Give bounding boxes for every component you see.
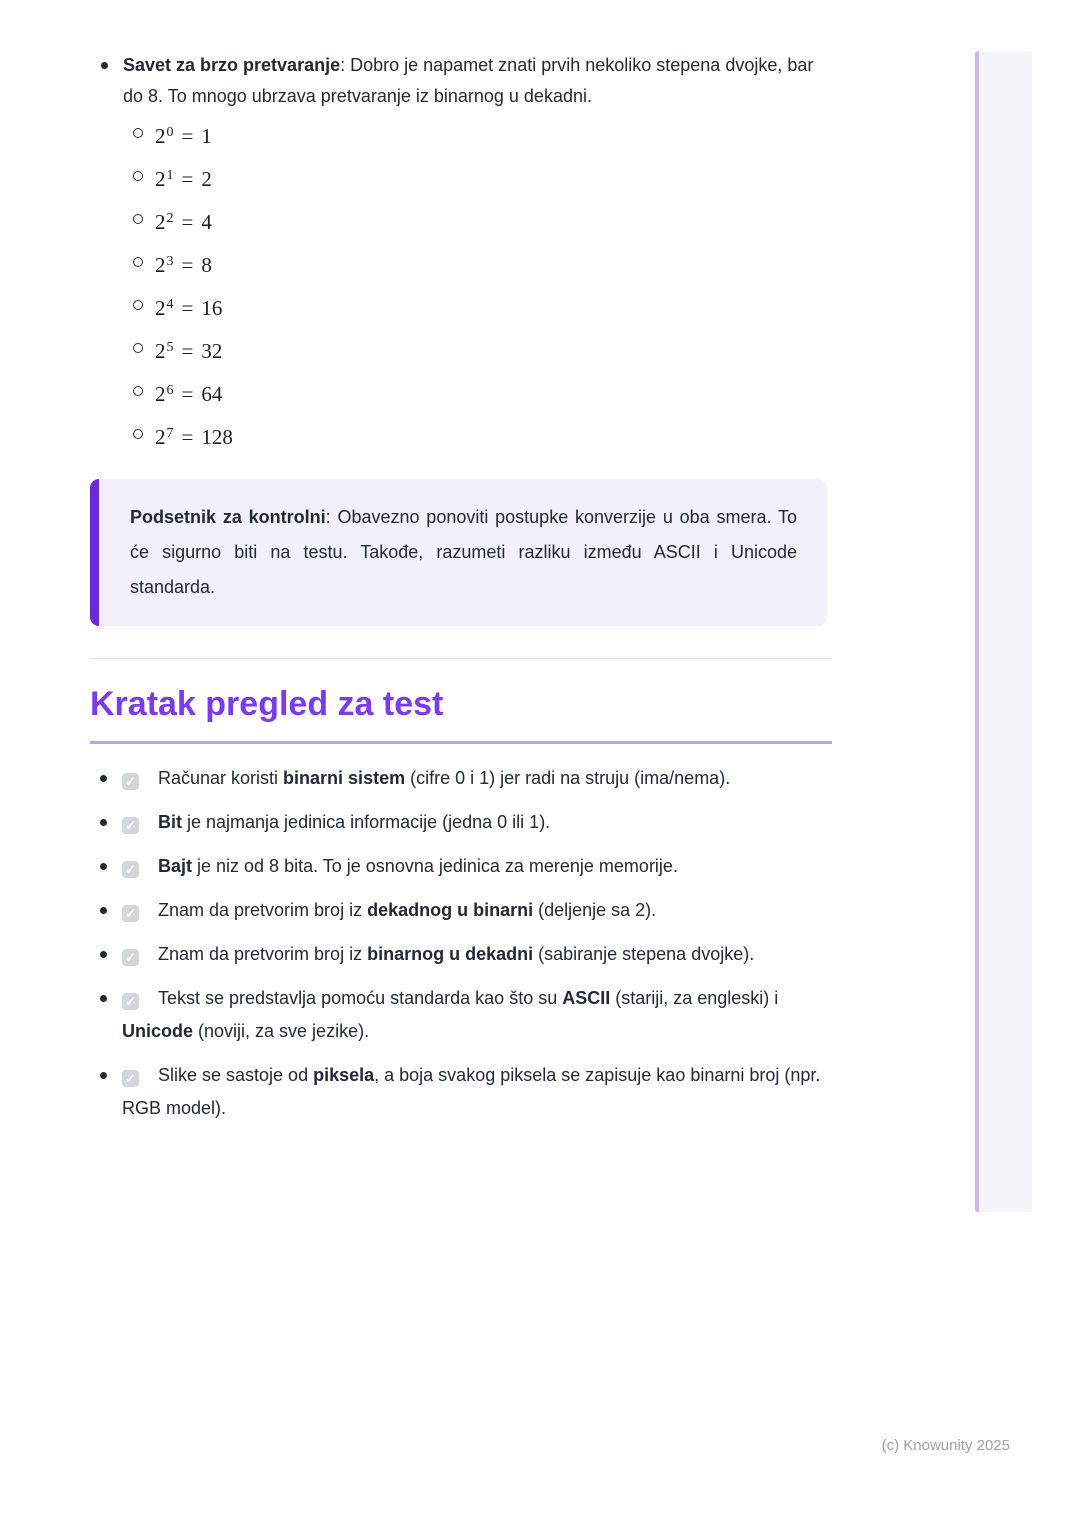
math-expression bbox=[155, 382, 222, 406]
tip-list bbox=[90, 50, 832, 449]
section-heading: Kratak pregled za test bbox=[90, 683, 832, 744]
checkbox-checked-icon bbox=[122, 949, 139, 966]
math-exponent: 0 bbox=[166, 125, 174, 140]
copyright-footer: (c) Knowunity 2025 bbox=[881, 1437, 1010, 1454]
math-value: 1 bbox=[201, 124, 212, 148]
power-of-two-item bbox=[123, 247, 832, 277]
power-of-two-item bbox=[123, 333, 832, 363]
power-of-two-item bbox=[123, 118, 832, 148]
checkmark-glyph: ✓ bbox=[125, 950, 136, 965]
checkmark-glyph: ✓ bbox=[125, 1071, 136, 1086]
power-of-two-item bbox=[123, 419, 832, 449]
math-expression bbox=[155, 296, 222, 320]
checkbox-checked-icon bbox=[122, 773, 139, 790]
checklist-item bbox=[90, 806, 832, 839]
math-expression bbox=[155, 253, 212, 277]
checklist-item bbox=[90, 982, 832, 1048]
tip-text: Savet za brzo pretvaranje: Dobro je napamet znati prvih nekoliko stepena dvojke, bar do 8. To mnogo ubrzava pretvaranje iz binarnog u dekadni. bbox=[123, 55, 814, 106]
checklist-item bbox=[90, 1059, 832, 1125]
math-value: 64 bbox=[201, 382, 223, 406]
math-base: 2 bbox=[155, 167, 166, 191]
checklist-item-text: Znam da pretvorim broj iz binarnog u dekadni (sabiranje stepena dvojke). bbox=[158, 944, 755, 964]
math-value: 16 bbox=[201, 296, 223, 320]
checklist-item-text: Računar koristi binarni sistem (cifre 0 i 1) jer radi na struju (ima/nema). bbox=[158, 768, 731, 788]
math-base: 2 bbox=[155, 124, 166, 148]
math-expression bbox=[155, 124, 212, 148]
math-exponent: 3 bbox=[166, 254, 174, 269]
checkmark-glyph: ✓ bbox=[125, 774, 136, 789]
math-exponent: 1 bbox=[166, 168, 174, 183]
page-content bbox=[90, 0, 832, 1136]
math-expression bbox=[155, 167, 212, 191]
next-page-edge bbox=[975, 51, 1032, 1212]
math-exponent: 4 bbox=[166, 297, 174, 312]
math-value: 128 bbox=[201, 425, 233, 449]
math-exponent: 2 bbox=[166, 211, 174, 226]
math-equals-sign: = bbox=[181, 425, 194, 449]
math-base: 2 bbox=[155, 296, 166, 320]
checklist-item-text: Bajt je niz od 8 bita. To je osnovna jedinica za merenje memorije. bbox=[158, 856, 678, 876]
checklist-item bbox=[90, 850, 832, 883]
checkbox-checked-icon bbox=[122, 993, 139, 1010]
math-exponent: 7 bbox=[166, 426, 174, 441]
math-expression bbox=[155, 210, 212, 234]
checklist-item-text: Znam da pretvorim broj iz dekadnog u binarni (deljenje sa 2). bbox=[158, 900, 657, 920]
math-expression bbox=[155, 339, 222, 363]
checklist-item bbox=[90, 938, 832, 971]
checklist-item-text: Bit je najmanja jedinica informacije (jedna 0 ili 1). bbox=[158, 812, 551, 832]
power-of-two-item bbox=[123, 161, 832, 191]
math-equals-sign: = bbox=[181, 382, 194, 406]
math-equals-sign: = bbox=[181, 124, 194, 148]
checkmark-glyph: ✓ bbox=[125, 862, 136, 877]
power-of-two-item bbox=[123, 290, 832, 320]
tip-item bbox=[90, 50, 832, 449]
reminder-callout bbox=[90, 479, 827, 626]
math-base: 2 bbox=[155, 425, 166, 449]
math-value: 32 bbox=[201, 339, 223, 363]
math-value: 2 bbox=[201, 167, 212, 191]
checkbox-checked-icon bbox=[122, 905, 139, 922]
powers-of-two-list bbox=[123, 118, 832, 449]
checkmark-glyph: ✓ bbox=[125, 994, 136, 1009]
checkmark-glyph: ✓ bbox=[125, 818, 136, 833]
checkbox-checked-icon bbox=[122, 817, 139, 834]
math-exponent: 6 bbox=[166, 383, 174, 398]
checklist-item bbox=[90, 894, 832, 927]
checkbox-checked-icon bbox=[122, 861, 139, 878]
math-equals-sign: = bbox=[181, 296, 194, 320]
checkbox-checked-icon bbox=[122, 1070, 139, 1087]
math-base: 2 bbox=[155, 339, 166, 363]
math-exponent: 5 bbox=[166, 340, 174, 355]
math-base: 2 bbox=[155, 253, 166, 277]
math-equals-sign: = bbox=[181, 210, 194, 234]
checkmark-glyph: ✓ bbox=[125, 906, 136, 921]
math-equals-sign: = bbox=[181, 339, 194, 363]
power-of-two-item bbox=[123, 204, 832, 234]
checklist-item-text: Tekst se predstavlja pomoću standarda kao što su ASCII (stariji, za engleski) i Unicode (noviji, za sve jezike). bbox=[122, 988, 779, 1041]
checklist-item bbox=[90, 762, 832, 795]
math-value: 4 bbox=[201, 210, 212, 234]
math-equals-sign: = bbox=[181, 253, 194, 277]
callout-text: Podsetnik za kontrolni: Obavezno ponoviti postupke konverzije u oba smera. To će sigurno biti na testu. Takođe, razumeti razliku između ASCII i Unicode standarda. bbox=[130, 507, 798, 597]
power-of-two-item bbox=[123, 376, 832, 406]
math-value: 8 bbox=[201, 253, 212, 277]
checklist bbox=[90, 762, 832, 1125]
math-base: 2 bbox=[155, 382, 166, 406]
checklist-item-text: Slike se sastoje od piksela, a boja svakog piksela se zapisuje kao binarni broj (npr. RGB model). bbox=[122, 1065, 821, 1118]
math-base: 2 bbox=[155, 210, 166, 234]
math-expression bbox=[155, 425, 233, 449]
math-equals-sign: = bbox=[181, 167, 194, 191]
section-divider bbox=[90, 658, 832, 659]
